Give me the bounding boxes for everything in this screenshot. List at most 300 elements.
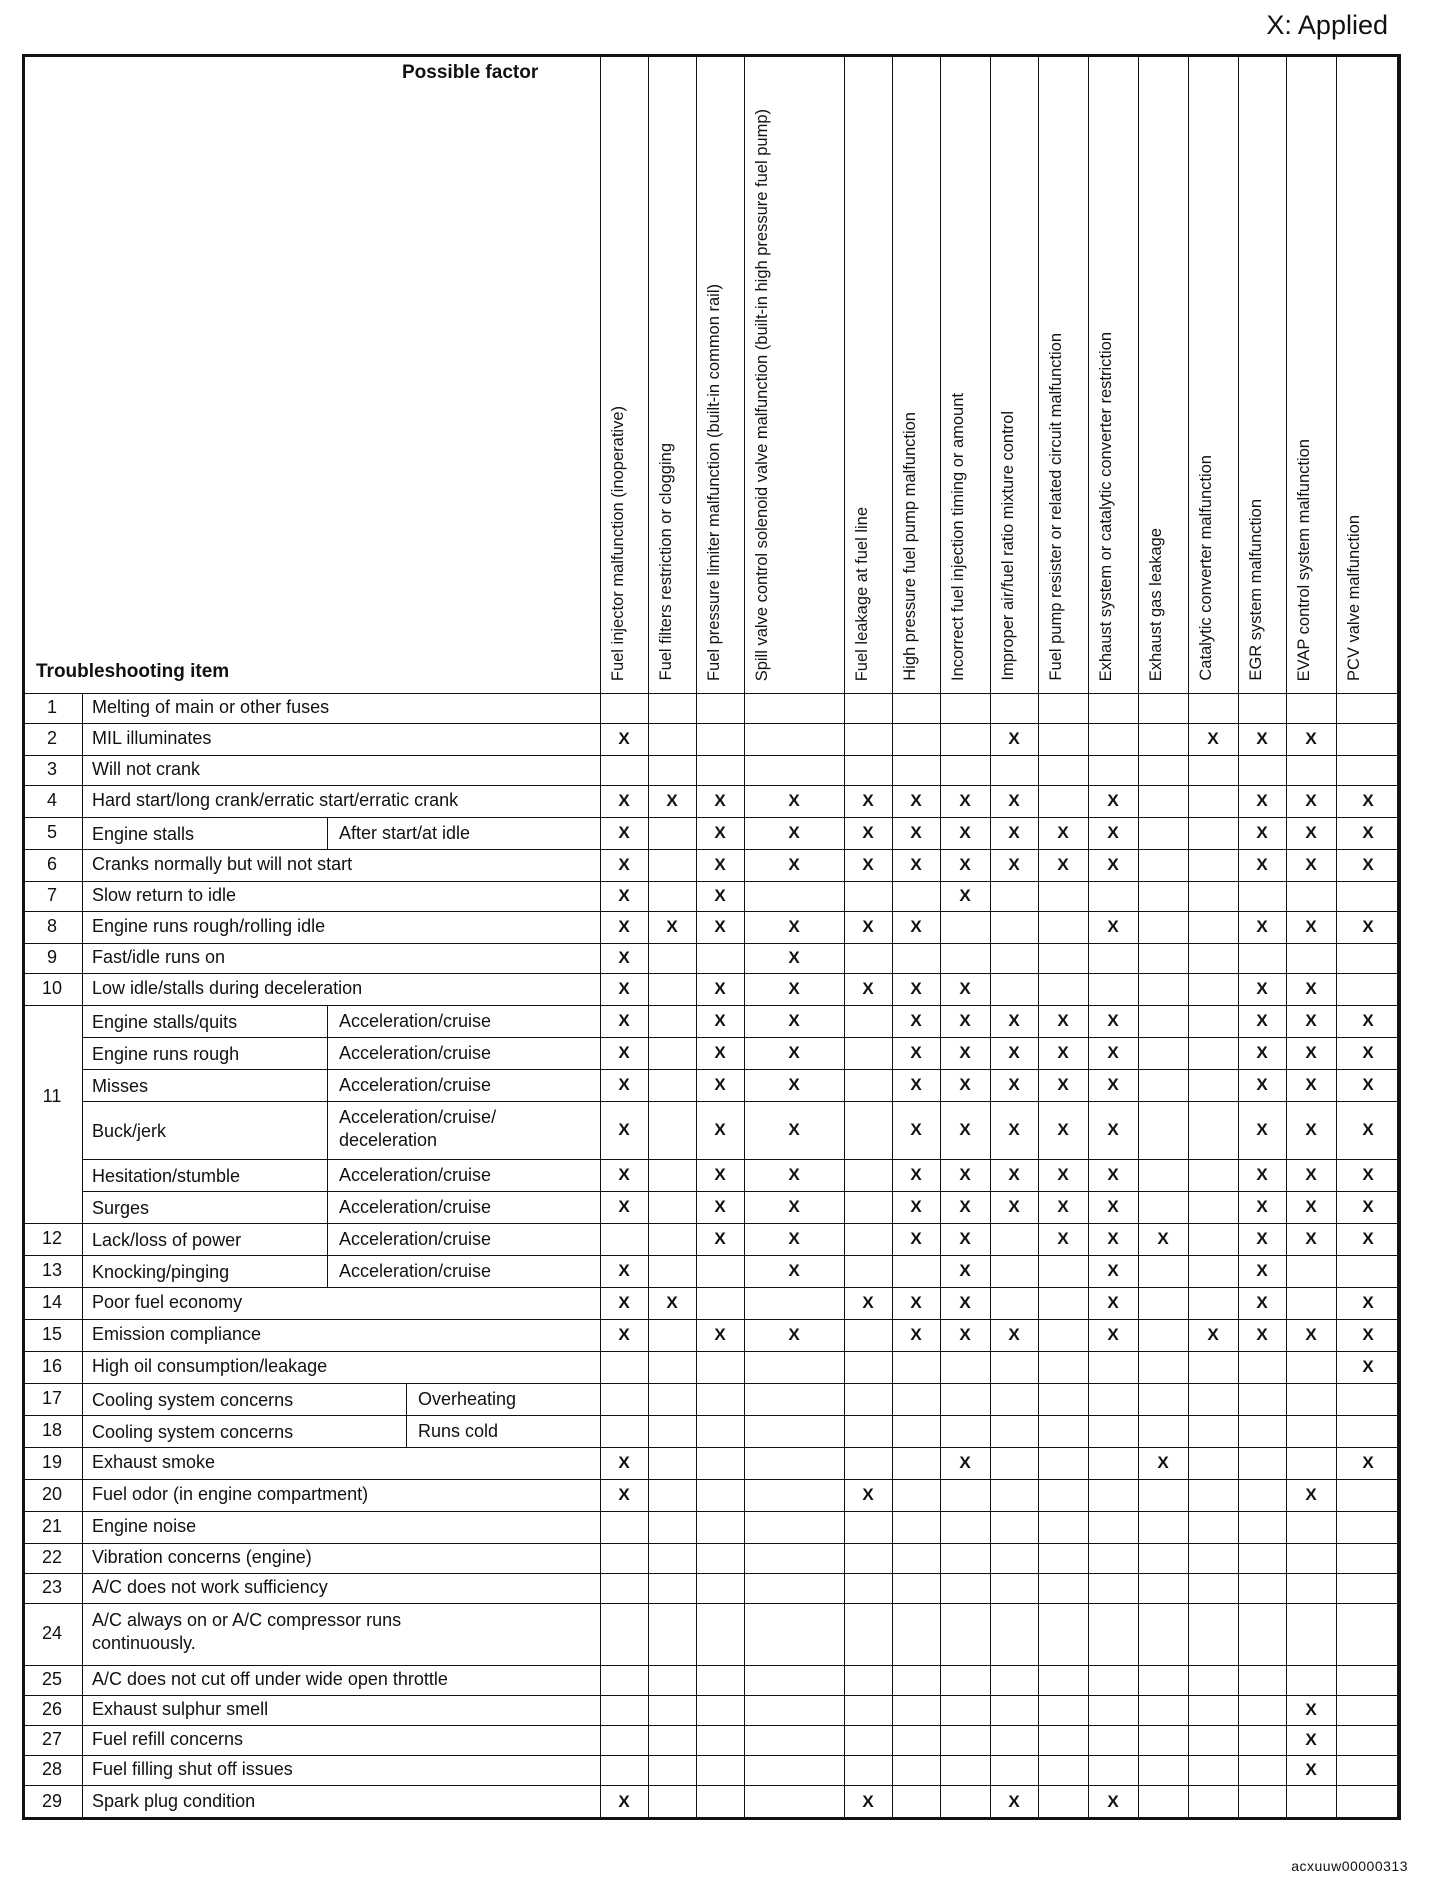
factor-label: Exhaust system or catalytic converter restriction [1097, 331, 1115, 681]
row-number-cell [22, 1005, 83, 1224]
row-number: 6 [46, 854, 57, 874]
matrix-cell [696, 1415, 745, 1448]
troubleshooting-item: Engine runs rough/rolling idle [92, 916, 326, 936]
matrix-cell [940, 911, 991, 944]
matrix-cell [892, 881, 941, 912]
matrix-cell [1038, 1351, 1089, 1384]
matrix-cell [744, 1695, 845, 1726]
matrix-cell [940, 1479, 991, 1512]
matrix-cell [648, 817, 697, 850]
matrix-cell [1088, 1415, 1139, 1448]
matrix-cell [1336, 1603, 1401, 1666]
matrix-cell [648, 1223, 697, 1256]
applied-mark: X [1008, 1074, 1020, 1094]
troubleshooting-item: Engine stalls/quits [92, 1012, 238, 1032]
applied-mark: X [1157, 1228, 1169, 1248]
matrix-cell [892, 1479, 941, 1512]
matrix-cell [892, 1543, 941, 1574]
matrix-cell [1038, 943, 1089, 974]
applied-mark: X [1256, 1292, 1268, 1312]
matrix-cell [648, 1191, 697, 1224]
row-number: 11 [42, 1086, 62, 1106]
applied-mark: X [1305, 1042, 1317, 1062]
matrix-cell [1088, 1511, 1139, 1544]
matrix-cell [1088, 1725, 1139, 1756]
applied-mark: X [666, 790, 678, 810]
matrix-cell [1238, 1479, 1287, 1512]
row-number: 25 [41, 1669, 63, 1689]
applied-mark: X [1256, 822, 1268, 842]
matrix-cell [1286, 1511, 1337, 1544]
matrix-cell [1336, 693, 1401, 724]
matrix-cell [892, 943, 941, 974]
applied-mark: X [910, 1228, 922, 1248]
troubleshooting-item: Lack/loss of power [92, 1230, 242, 1250]
applied-mark: X [1362, 1356, 1374, 1376]
applied-mark: X [1305, 1010, 1317, 1030]
applied-mark: X [1305, 1228, 1317, 1248]
applied-mark: X [910, 790, 922, 810]
applied-mark: X [618, 1791, 630, 1811]
matrix-cell [648, 1603, 697, 1666]
applied-mark: X [714, 1010, 726, 1030]
matrix-cell [600, 1603, 649, 1666]
matrix-cell [1238, 1785, 1287, 1820]
matrix-cell [1138, 1695, 1189, 1726]
matrix-cell [1286, 1665, 1337, 1696]
applied-mark: X [910, 1164, 922, 1184]
matrix-cell [940, 1543, 991, 1574]
matrix-cell [1138, 1725, 1189, 1756]
applied-mark: X [1305, 1324, 1317, 1344]
matrix-cell [648, 1159, 697, 1192]
applied-mark: X [1256, 1228, 1268, 1248]
row-number: 10 [41, 978, 63, 998]
applied-mark: X [1008, 1791, 1020, 1811]
condition-label: Acceleration/cruise [339, 1165, 492, 1185]
applied-mark: X [1008, 854, 1020, 874]
matrix-cell [744, 1725, 845, 1756]
row-number: 4 [46, 790, 57, 810]
applied-mark: X [1008, 822, 1020, 842]
matrix-cell [1088, 1543, 1139, 1574]
applied-mark: X [1157, 1452, 1169, 1472]
applied-mark: X [788, 1042, 800, 1062]
matrix-cell [1188, 1785, 1239, 1820]
applied-mark: X [862, 978, 874, 998]
factor-label: Catalytic converter malfunction [1197, 455, 1215, 681]
matrix-cell [1038, 911, 1089, 944]
matrix-cell [600, 1695, 649, 1726]
matrix-cell [1188, 1101, 1239, 1160]
matrix-cell [648, 1755, 697, 1786]
matrix-cell [940, 1725, 991, 1756]
matrix-cell [892, 1255, 941, 1288]
matrix-cell [844, 1415, 893, 1448]
matrix-cell [844, 1447, 893, 1480]
matrix-cell [990, 943, 1039, 974]
matrix-cell [1286, 1543, 1337, 1574]
applied-mark: X [1057, 854, 1069, 874]
matrix-cell [844, 1101, 893, 1160]
possible-factor-heading: Possible factor [402, 62, 539, 83]
applied-mark: X [1107, 1791, 1119, 1811]
row-number: 18 [41, 1420, 63, 1440]
applied-mark: X [1305, 1164, 1317, 1184]
applied-mark: X [1008, 1164, 1020, 1184]
applied-mark: X [1305, 854, 1317, 874]
troubleshooting-item: A/C does not work sufficiency [92, 1577, 328, 1597]
matrix-cell [1188, 1159, 1239, 1192]
matrix-cell [1238, 1351, 1287, 1384]
matrix-cell [990, 693, 1039, 724]
troubleshooting-item: Fuel filling shut off issues [92, 1759, 293, 1779]
matrix-cell [744, 1447, 845, 1480]
matrix-cell [844, 1695, 893, 1726]
row-number: 12 [41, 1228, 63, 1248]
matrix-cell [1188, 1573, 1239, 1604]
row-number: 23 [41, 1577, 63, 1597]
matrix-cell [990, 1415, 1039, 1448]
matrix-cell [990, 1287, 1039, 1320]
matrix-cell [1138, 1037, 1189, 1070]
matrix-cell [696, 1543, 745, 1574]
matrix-cell [648, 755, 697, 786]
matrix-cell [990, 1223, 1039, 1256]
troubleshooting-item: Cooling system concerns [92, 1390, 294, 1410]
troubleshooting-item: Exhaust sulphur smell [92, 1699, 269, 1719]
matrix-cell [1238, 943, 1287, 974]
matrix-cell [844, 1755, 893, 1786]
matrix-cell [1088, 1665, 1139, 1696]
matrix-cell [1138, 943, 1189, 974]
header-corner-cell [22, 54, 601, 694]
troubleshooting-item: Hesitation/stumble [92, 1166, 241, 1186]
troubleshooting-item: Low idle/stalls during deceleration [92, 978, 363, 998]
matrix-cell [744, 1603, 845, 1666]
row-number: 9 [46, 947, 57, 967]
matrix-cell [1336, 1511, 1401, 1544]
matrix-cell [1138, 1603, 1189, 1666]
matrix-cell [1336, 1665, 1401, 1696]
factor-label: Fuel pump resister or related circuit malfunction [1047, 333, 1065, 681]
matrix-cell [744, 1755, 845, 1786]
row-number: 29 [41, 1791, 63, 1811]
matrix-cell [1286, 1603, 1337, 1666]
matrix-cell [1238, 881, 1287, 912]
matrix-cell [940, 1383, 991, 1416]
applied-mark: X [714, 978, 726, 998]
matrix-cell [696, 1479, 745, 1512]
matrix-cell [1088, 1695, 1139, 1726]
applied-mark: X [862, 1484, 874, 1504]
applied-mark: X [1362, 1042, 1374, 1062]
troubleshooting-item: Spark plug condition [92, 1791, 256, 1811]
row-number: 8 [46, 916, 57, 936]
matrix-cell [1138, 1159, 1189, 1192]
matrix-cell [940, 1573, 991, 1604]
applied-mark: X [959, 1196, 971, 1216]
matrix-cell [648, 1383, 697, 1416]
applied-mark: X [714, 1074, 726, 1094]
matrix-cell [1188, 1543, 1239, 1574]
row-number: 26 [41, 1699, 63, 1719]
applied-mark: X [1256, 978, 1268, 998]
matrix-cell [1038, 1755, 1089, 1786]
matrix-cell [1286, 1415, 1337, 1448]
matrix-cell [744, 1573, 845, 1604]
matrix-cell [1188, 1223, 1239, 1256]
matrix-cell [648, 943, 697, 974]
applied-mark: X [1107, 1324, 1119, 1344]
matrix-cell [844, 1543, 893, 1574]
applied-mark: X [618, 790, 630, 810]
matrix-cell [744, 1415, 845, 1448]
applied-mark: X [618, 1042, 630, 1062]
matrix-cell [1188, 1255, 1239, 1288]
applied-mark: X [788, 1164, 800, 1184]
matrix-cell [1088, 881, 1139, 912]
matrix-cell [648, 1511, 697, 1544]
matrix-cell [1038, 1785, 1089, 1820]
applied-mark: X [910, 1042, 922, 1062]
matrix-cell [892, 755, 941, 786]
matrix-cell [940, 1603, 991, 1666]
matrix-cell [844, 723, 893, 756]
applied-mark: X [1256, 1260, 1268, 1280]
factor-label: EGR system malfunction [1247, 499, 1265, 681]
troubleshooting-item: Vibration concerns (engine) [92, 1547, 312, 1567]
matrix-cell [844, 755, 893, 786]
matrix-cell [940, 1351, 991, 1384]
applied-mark: X [1107, 916, 1119, 936]
row-number: 21 [41, 1516, 63, 1536]
applied-mark: X [714, 1324, 726, 1344]
applied-mark: X [1362, 1452, 1374, 1472]
matrix-cell [648, 1005, 697, 1038]
matrix-cell [1138, 1319, 1189, 1352]
matrix-cell [990, 1665, 1039, 1696]
matrix-cell [990, 1755, 1039, 1786]
applied-mark: X [959, 1119, 971, 1139]
troubleshooting-item: Poor fuel economy [92, 1292, 243, 1312]
matrix-cell [844, 1725, 893, 1756]
matrix-cell [1188, 1415, 1239, 1448]
matrix-cell [1038, 1479, 1089, 1512]
matrix-cell [940, 693, 991, 724]
matrix-cell [1188, 817, 1239, 850]
troubleshooting-item: MIL illuminates [92, 728, 212, 748]
document-code: acxuuw00000313 [1291, 1858, 1408, 1874]
matrix-cell [1188, 1191, 1239, 1224]
applied-mark: X [1256, 1010, 1268, 1030]
matrix-cell [990, 1695, 1039, 1726]
troubleshooting-item: Engine stalls [92, 824, 195, 844]
matrix-cell [1138, 1479, 1189, 1512]
applied-mark: X [910, 1324, 922, 1344]
matrix-cell [940, 755, 991, 786]
matrix-cell [648, 693, 697, 724]
condition-label: Acceleration/cruise [339, 1011, 492, 1031]
applied-mark: X [1008, 1324, 1020, 1344]
matrix-cell [600, 1383, 649, 1416]
applied-mark: X [1305, 1759, 1317, 1779]
matrix-cell [696, 1447, 745, 1480]
matrix-cell [696, 723, 745, 756]
troubleshooting-item: Hard start/long crank/erratic start/erratic crank [92, 790, 459, 810]
matrix-cell [648, 1037, 697, 1070]
matrix-cell [1238, 1573, 1287, 1604]
matrix-cell [1088, 973, 1139, 1006]
matrix-cell [1336, 1725, 1401, 1756]
matrix-cell [1188, 785, 1239, 818]
matrix-cell [600, 1755, 649, 1786]
matrix-cell [1336, 1415, 1401, 1448]
matrix-cell [1188, 1725, 1239, 1756]
matrix-cell [892, 1383, 941, 1416]
matrix-cell [892, 1351, 941, 1384]
matrix-cell [1336, 1695, 1401, 1726]
matrix-cell [648, 1725, 697, 1756]
matrix-cell [1038, 1287, 1089, 1320]
applied-mark: X [788, 1010, 800, 1030]
matrix-cell [1238, 1383, 1287, 1416]
matrix-cell [1138, 1755, 1189, 1786]
matrix-cell [1038, 1255, 1089, 1288]
applied-mark: X [618, 1119, 630, 1139]
row-number: 14 [41, 1292, 63, 1312]
matrix-cell [1038, 1603, 1089, 1666]
matrix-cell [1238, 755, 1287, 786]
applied-mark: X [1256, 1074, 1268, 1094]
matrix-cell [940, 723, 991, 756]
matrix-cell [892, 1511, 941, 1544]
applied-mark: X [618, 1452, 630, 1472]
applied-mark: X [1107, 790, 1119, 810]
matrix-cell [990, 1511, 1039, 1544]
applied-mark: X [788, 1119, 800, 1139]
applied-mark: X [959, 790, 971, 810]
matrix-cell [1138, 1351, 1189, 1384]
applied-mark: X [788, 978, 800, 998]
applied-mark: X [1256, 1164, 1268, 1184]
applied-mark: X [618, 1292, 630, 1312]
troubleshooting-item: Engine runs rough [92, 1044, 240, 1064]
applied-mark: X [862, 1292, 874, 1312]
row-number: 7 [46, 885, 57, 905]
matrix-cell [648, 1447, 697, 1480]
matrix-cell [1038, 1319, 1089, 1352]
matrix-cell [600, 1351, 649, 1384]
matrix-cell [1088, 1447, 1139, 1480]
matrix-cell [1188, 1511, 1239, 1544]
row-number: 20 [41, 1484, 63, 1504]
applied-mark: X [1057, 1164, 1069, 1184]
applied-mark: X [618, 1010, 630, 1030]
applied-mark: X [1008, 790, 1020, 810]
matrix-cell [1238, 1725, 1287, 1756]
matrix-cell [892, 1603, 941, 1666]
matrix-cell [1038, 1415, 1089, 1448]
applied-mark: X [959, 978, 971, 998]
matrix-cell [1238, 1447, 1287, 1480]
troubleshooting-item: Melting of main or other fuses [92, 697, 330, 717]
matrix-cell [744, 723, 845, 756]
matrix-cell [648, 1101, 697, 1160]
applied-mark: X [1256, 790, 1268, 810]
matrix-cell [1088, 693, 1139, 724]
applied-mark: X [910, 916, 922, 936]
matrix-cell [1088, 723, 1139, 756]
matrix-cell [1286, 1287, 1337, 1320]
condition-label: Acceleration/cruise [339, 1043, 492, 1063]
matrix-cell [1138, 1005, 1189, 1038]
applied-mark: X [959, 1042, 971, 1062]
matrix-cell [1138, 1069, 1189, 1102]
applied-mark: X [788, 1196, 800, 1216]
matrix-cell [1038, 1665, 1089, 1696]
applied-mark: X [910, 1119, 922, 1139]
applied-mark: X [618, 1196, 630, 1216]
matrix-cell [1238, 693, 1287, 724]
matrix-cell [1238, 1603, 1287, 1666]
matrix-cell [648, 1695, 697, 1726]
row-number: 13 [41, 1260, 63, 1280]
factor-label: Spill valve control solenoid valve malfunction (built-in high pressure fuel pump) [753, 108, 771, 681]
factor-label: Improper air/fuel ratio mixture control [999, 411, 1017, 681]
applied-mark: X [1362, 790, 1374, 810]
matrix-cell [600, 755, 649, 786]
troubleshooting-item: Fuel odor (in engine compartment) [92, 1484, 369, 1504]
matrix-cell [892, 1447, 941, 1480]
applied-mark: X [1256, 854, 1268, 874]
matrix-cell [1188, 1351, 1239, 1384]
matrix-cell [1188, 1037, 1239, 1070]
matrix-cell [844, 1191, 893, 1224]
matrix-cell [696, 1573, 745, 1604]
matrix-cell [1088, 1573, 1139, 1604]
troubleshooting-item: Misses [92, 1076, 149, 1096]
applied-mark: X [714, 790, 726, 810]
matrix-cell [990, 1447, 1039, 1480]
applied-mark: X [1207, 728, 1219, 748]
matrix-cell [1238, 1415, 1287, 1448]
matrix-cell [648, 1543, 697, 1574]
condition-label: Acceleration/cruise [339, 1075, 492, 1095]
matrix-cell [990, 973, 1039, 1006]
applied-mark: X [618, 885, 630, 905]
row-number: 2 [46, 728, 57, 748]
condition-label: Acceleration/cruise [339, 1229, 492, 1249]
applied-mark: X [1107, 1292, 1119, 1312]
troubleshooting-item: A/C does not cut off under wide open throttle [92, 1669, 448, 1689]
matrix-cell [1286, 1573, 1337, 1604]
applied-mark: X [862, 790, 874, 810]
matrix-cell [990, 755, 1039, 786]
applied-mark: X [714, 1228, 726, 1248]
matrix-cell [892, 1725, 941, 1756]
applied-mark: X [1305, 1484, 1317, 1504]
applied-mark: X [618, 1074, 630, 1094]
applied-mark: X [666, 1292, 678, 1312]
matrix-cell [696, 1383, 745, 1416]
matrix-cell [940, 1665, 991, 1696]
factor-label: Fuel leakage at fuel line [853, 506, 871, 681]
matrix-cell [1088, 1755, 1139, 1786]
matrix-cell [648, 1255, 697, 1288]
matrix-cell [1038, 1725, 1089, 1756]
matrix-cell [1286, 1351, 1337, 1384]
